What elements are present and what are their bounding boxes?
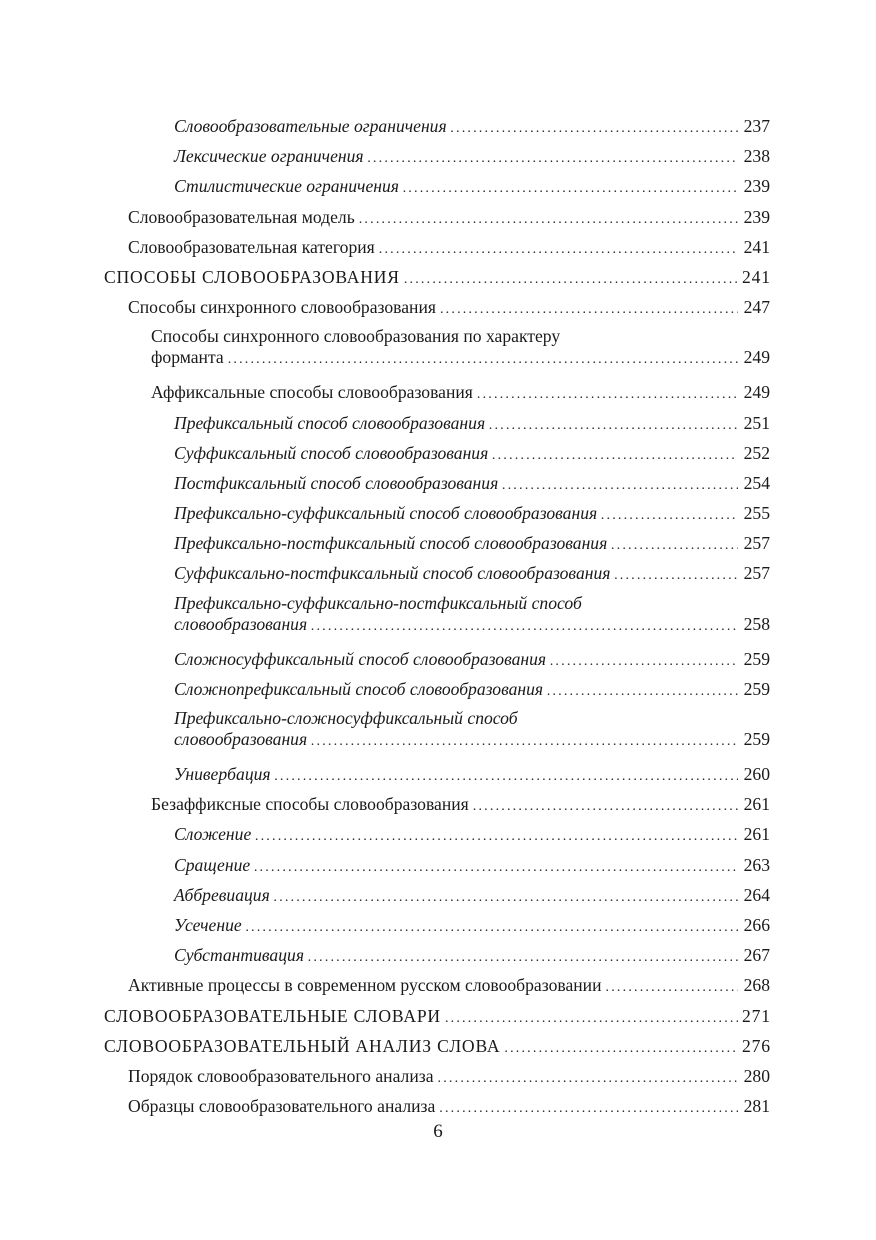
dot-leader — [445, 1004, 738, 1034]
toc-entry-page: 263 — [743, 854, 770, 875]
toc-chapter — [104, 1031, 770, 1061]
toc-entry-title: Сложнопрефиксальный способ словообразования — [174, 678, 544, 699]
dot-leader — [451, 114, 738, 144]
toc-entry-title: Сложение — [174, 824, 252, 845]
dot-leader — [601, 501, 738, 531]
dot-leader — [228, 349, 738, 370]
dot-leader — [440, 295, 738, 325]
toc-entry — [104, 819, 770, 849]
toc-entry — [104, 940, 770, 970]
toc-entry-title: СПОСОБЫ СЛОВООБРАЗОВАНИЯ — [104, 266, 400, 287]
toc-entry-page: 238 — [743, 146, 770, 167]
dot-leader — [359, 205, 738, 235]
toc-entry-title-continued: словообразования — [174, 729, 308, 749]
dot-leader — [311, 731, 738, 752]
toc-entry — [104, 1091, 770, 1121]
dot-leader — [492, 441, 738, 471]
dot-leader — [379, 235, 738, 265]
toc-entry-page: 237 — [743, 116, 770, 136]
toc-entry-title: Стилистические ограничения — [174, 176, 399, 197]
toc-entry-page: 261 — [743, 794, 770, 815]
toc-entry-page: 281 — [743, 1096, 770, 1117]
toc-entry-page: 259 — [743, 678, 770, 699]
toc-entry — [104, 232, 770, 262]
dot-leader — [473, 792, 738, 822]
toc-entry-title: Префиксальный способ словообразования — [174, 412, 486, 433]
toc-entry — [104, 468, 770, 498]
toc-entry — [104, 708, 770, 759]
toc-entry-title-continued: словообразования — [174, 613, 308, 634]
toc-entry-title: Словообразовательная категория — [128, 236, 375, 257]
toc-entry-page: 261 — [743, 824, 770, 845]
toc-entry-title: Безаффиксные способы словообразования — [151, 794, 469, 815]
toc-entry-title: Префиксально-сложносуффиксальный способ — [174, 708, 518, 728]
dot-leader — [502, 471, 738, 501]
toc-entry-page: 276 — [742, 1035, 771, 1056]
dot-leader — [255, 822, 738, 852]
dot-leader — [550, 647, 738, 677]
toc-entry-page: 259 — [743, 729, 770, 749]
toc-entry — [104, 674, 770, 704]
dot-leader — [275, 762, 738, 792]
toc-chapter — [104, 262, 770, 292]
toc-entry — [104, 970, 770, 1000]
toc-entry — [104, 789, 770, 819]
toc-entry — [104, 111, 770, 141]
toc-entry-title: Префиксально-суффиксальный способ словообразования — [174, 503, 598, 524]
toc-entry-title: СЛОВООБРАЗОВАТЕЛЬНЫЙ АНАЛИЗ СЛОВА — [104, 1035, 501, 1056]
dot-leader — [368, 144, 738, 174]
dot-leader — [274, 883, 738, 913]
toc-entry — [104, 850, 770, 880]
toc-entry-page: 268 — [743, 975, 770, 996]
toc-entry-title: Способы синхронного словообразования по характеру — [151, 326, 561, 347]
dot-leader — [547, 677, 738, 707]
toc-entry-title: Активные процессы в современном русском словообразовании — [128, 975, 602, 996]
toc-entry-page: 247 — [743, 297, 770, 318]
dot-leader — [489, 411, 738, 441]
toc-entry-title: Усечение — [174, 914, 242, 935]
toc-entry-title: Порядок словообразовательного анализа — [128, 1065, 434, 1086]
toc-entry-title: Аббревиация — [174, 884, 270, 905]
toc-entry — [104, 326, 770, 377]
dot-leader — [254, 853, 738, 883]
toc-entry-title: Префиксально-постфиксальный способ словообразования — [174, 533, 608, 554]
toc-entry-title: Сращение — [174, 854, 251, 875]
toc-entry-page: 266 — [743, 914, 770, 935]
toc-entry — [104, 438, 770, 468]
toc-entry-page: 258 — [743, 613, 770, 634]
dot-leader — [477, 380, 738, 410]
toc-entry — [104, 558, 770, 588]
toc-entry-title: Постфиксальный способ словообразования — [174, 472, 499, 493]
toc-entry-title-continued: форманта — [151, 347, 224, 368]
toc-entry-page: 252 — [743, 442, 770, 463]
toc-entry-page: 271 — [742, 1005, 771, 1026]
toc-entry — [104, 408, 770, 438]
toc-entry — [104, 202, 770, 232]
toc-entry — [104, 1061, 770, 1091]
dot-leader — [308, 943, 738, 973]
toc-entry — [104, 880, 770, 910]
toc-entry-title: Суффиксально-постфиксальный способ словообразования — [174, 563, 611, 584]
toc-entry-title: Суффиксальный способ словообразования — [174, 442, 489, 463]
dot-leader — [403, 174, 738, 204]
toc-entry-page: 264 — [743, 884, 770, 905]
toc-chapter — [104, 1001, 770, 1031]
toc-entry-title: Способы синхронного словообразования — [128, 297, 436, 318]
dot-leader — [404, 265, 738, 295]
toc-entry-page: 257 — [743, 533, 770, 554]
page-number: 6 — [433, 1121, 443, 1142]
toc-entry-title: Универбация — [174, 764, 271, 784]
dot-leader — [439, 1094, 738, 1124]
toc-entry-page: 241 — [743, 236, 770, 257]
dot-leader — [246, 913, 738, 943]
toc-entry-page: 254 — [743, 472, 770, 493]
toc-entry-page: 239 — [743, 176, 770, 197]
dot-leader — [606, 973, 738, 1003]
toc-entry — [104, 377, 770, 407]
toc-entry-title: Префиксально-суффиксально-постфиксальный способ — [174, 592, 582, 613]
toc-entry — [104, 141, 770, 171]
toc-entry-page: 257 — [743, 563, 770, 584]
toc-entry-title: Образцы словообразовательного анализа — [128, 1096, 436, 1117]
toc-entry-title: Сложносуффиксальный способ словообразования — [174, 648, 547, 669]
dot-leader — [438, 1064, 738, 1094]
toc-entry-page: 251 — [743, 412, 770, 433]
toc-entry-page: 260 — [743, 764, 770, 784]
toc-entry — [104, 171, 770, 201]
dot-leader — [611, 531, 738, 561]
toc-entry — [104, 528, 770, 558]
toc-entry-page: 280 — [743, 1065, 770, 1086]
toc-entry-title: СЛОВООБРАЗОВАТЕЛЬНЫЕ СЛОВАРИ — [104, 1005, 441, 1026]
toc-entry — [104, 759, 770, 789]
dot-leader — [311, 616, 738, 637]
toc-entry — [104, 498, 770, 528]
toc-entry-title: Аффиксальные способы словообразования — [151, 382, 473, 403]
toc-entry-title: Лексические ограничения — [174, 146, 364, 167]
toc-entry — [104, 593, 770, 644]
toc-entry — [104, 644, 770, 674]
toc-entry-title: Словообразовательные ограничения — [174, 116, 447, 136]
toc-entry-page: 255 — [743, 503, 770, 524]
toc-entry-page: 241 — [742, 266, 771, 287]
toc-entry-page: 249 — [743, 382, 770, 403]
toc-entry-title: Словообразовательная модель — [128, 206, 355, 227]
toc-entry-page: 267 — [743, 945, 770, 966]
dot-leader — [504, 1034, 738, 1064]
toc-entry — [104, 910, 770, 940]
toc-entry — [104, 292, 770, 322]
toc-entry-title: Субстантивация — [174, 945, 305, 966]
toc-entry-page: 249 — [743, 347, 770, 368]
toc-entry-page: 239 — [743, 206, 770, 227]
dot-leader — [614, 561, 738, 591]
toc-entry-page: 259 — [743, 648, 770, 669]
table-of-contents — [104, 111, 770, 1121]
